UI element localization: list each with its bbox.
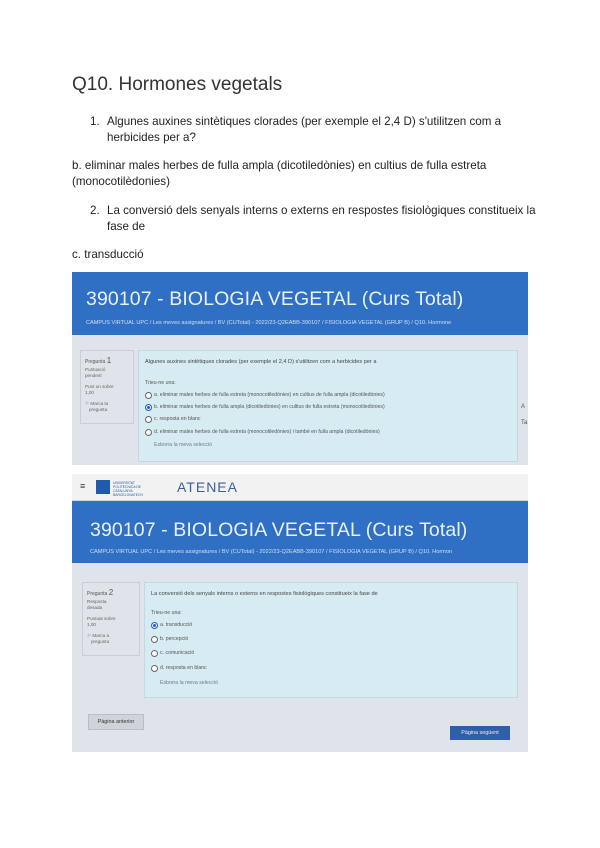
status-text: Puntuació: [85, 367, 106, 372]
breadcrumb: CAMPUS VIRTUAL UPC / Les meves assignatures / BV (CUTotal) - 2022/23-Q2EABB-390107 / FISIOLOGIA VEGETAL (GRUP B) / Q10. Hormon: [90, 549, 453, 555]
radio-option-d[interactable]: [151, 665, 158, 672]
radio-option-b[interactable]: [145, 404, 152, 411]
choose-one-label: Trieu-ne una:: [145, 380, 176, 386]
flag-icon: ⚐: [85, 401, 90, 406]
option-label: d. eliminar males herbes de fulla estreta (monocotiledònies) i també en fulla ampla (dicotiledònies): [154, 429, 380, 435]
status-text: pendent: [85, 373, 102, 378]
flag-label: pregunta: [89, 407, 108, 412]
question-text: Algunes auxines sintètiques clorades (per exemple el 2,4 D) s'utilitzen com a herbicides per a: [145, 359, 377, 365]
status-text: Resposta: [87, 599, 107, 604]
question-number: 2.: [90, 204, 100, 217]
clear-selection-link[interactable]: Esborra la meva selecció: [160, 680, 218, 686]
question-text-line: Algunes auxines sintètiques clorades (per exemple el 2,4 D) s'utilitzen com a: [107, 115, 502, 128]
question-number: 2: [108, 588, 114, 597]
university-logo-icon: [96, 480, 110, 494]
question-1: [90, 114, 502, 146]
radio-option-c[interactable]: [151, 650, 158, 657]
status-text: desada: [87, 605, 103, 610]
question-text-line: La conversió dels senyals interns o externs en respostes fisiològiques constitueix la: [107, 204, 536, 217]
clear-selection-link[interactable]: Esborra la meva selecció: [154, 442, 212, 448]
radio-option-a[interactable]: [151, 622, 158, 629]
next-page-button[interactable]: Pàgina següent: [450, 726, 510, 740]
choose-one-label: Trieu-ne una:: [151, 610, 182, 616]
cropped-text: Ta: [521, 420, 528, 426]
flag-label: Marca la: [90, 401, 109, 406]
question-text: La conversió dels senyals interns o externs en respostes fisiològiques constitueix la fase de: [151, 591, 378, 597]
question-number: 1.: [90, 115, 100, 128]
option-label: b. eliminar males herbes de fulla ampla (dicotiledònies) en cultius de fulla estreta (monocotiledònies): [154, 404, 385, 410]
breadcrumb: CAMPUS VIRTUAL UPC / Les meves assignatures / BV (CUTotal) - 2022/23-Q2EABB-390107 / FISIOLOGIA VEGETAL (GRUP B) / Q10. Hormone: [86, 320, 452, 326]
top-navbar: [72, 474, 528, 501]
radio-option-a[interactable]: [145, 392, 152, 399]
option-label: a. eliminar males herbes de fulla estreta (monocotiledònies) en cultius de fulla ampla (dicotiledònies): [154, 392, 385, 398]
previous-page-button[interactable]: Pàgina anterior: [88, 714, 144, 730]
option-label: c. comunicació: [160, 650, 195, 656]
radio-option-b[interactable]: [151, 636, 158, 643]
flag-label: pregunta: [91, 639, 110, 644]
score-text: Puntuat sobre: [87, 616, 116, 621]
cropped-text: A: [521, 404, 526, 410]
answer-text-line: (monocotilèdonies): [72, 175, 170, 188]
option-label: d. resposta en blanc: [160, 665, 207, 671]
quiz-screenshot-2: [72, 474, 528, 752]
question-info-box: [80, 350, 134, 424]
university-name: UNIVERSITAT POLITÈCNICA DE CATALUNYA BARCELONATECH: [113, 481, 143, 497]
question-label: Pregunta: [85, 359, 106, 365]
question-label: Pregunta: [87, 591, 108, 597]
flag-label: Marca a: [92, 633, 110, 638]
question-2: [90, 203, 536, 235]
question-text-line: fase de: [107, 220, 146, 233]
option-label: b. percepció: [160, 636, 189, 642]
flag-icon: ⚐: [87, 633, 92, 638]
page-title: Q10. Hormones vegetals: [72, 74, 283, 95]
course-title: 390107 - BIOLOGIA VEGETAL (Curs Total): [86, 288, 464, 310]
atenea-brand: ATENEA: [177, 479, 238, 495]
course-title: 390107 - BIOLOGIA VEGETAL (Curs Total): [90, 519, 468, 541]
radio-option-d[interactable]: [145, 429, 152, 436]
answer-text-line: b. eliminar males herbes de fulla ampla (dicotiledònies) en cultius de fulla estreta: [72, 159, 487, 172]
answer-2: c. transducció: [72, 248, 144, 261]
question-info-box: [82, 582, 140, 656]
question-text-line: herbicides per a?: [107, 131, 196, 144]
quiz-screenshot-1: [72, 272, 528, 465]
option-label: c. resposta en blanc: [154, 416, 201, 422]
question-box: [144, 582, 518, 698]
menu-icon[interactable]: ≡: [80, 481, 86, 491]
radio-option-c[interactable]: [145, 416, 152, 423]
question-box: [138, 350, 518, 462]
course-banner: [72, 501, 528, 563]
score-text: Punt un sobre: [85, 384, 114, 389]
score-text: 1,00: [87, 622, 96, 627]
answer-1: [72, 158, 486, 190]
question-number: 1: [106, 356, 112, 365]
option-label: a. transducció: [160, 622, 193, 628]
score-text: 1,00: [85, 390, 94, 395]
